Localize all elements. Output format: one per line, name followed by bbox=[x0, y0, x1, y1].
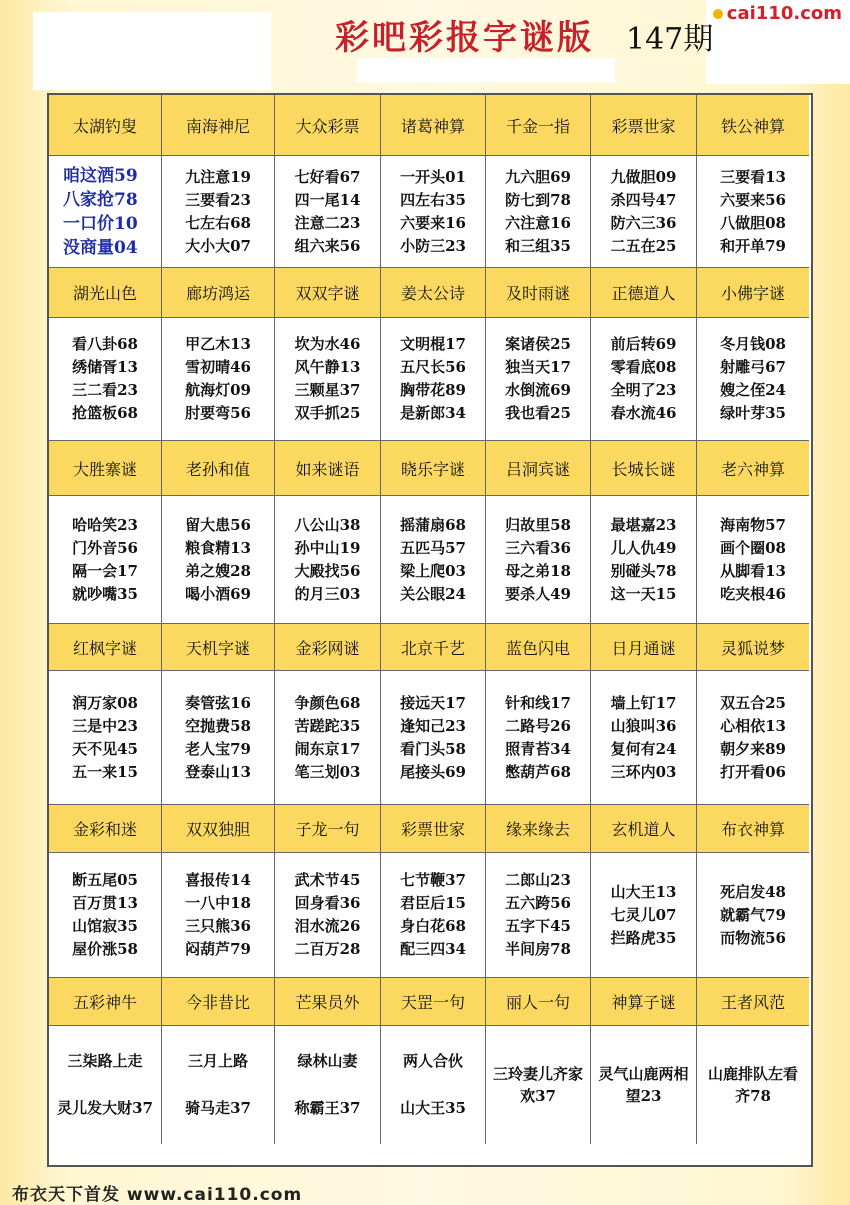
riddle-line: 抢篮板68 bbox=[72, 404, 138, 422]
riddle-cell bbox=[486, 318, 591, 441]
riddle-line: 吃夹根46 bbox=[720, 584, 786, 603]
column-heading: 晓乐字谜 bbox=[381, 441, 486, 496]
riddle-line: 六要来56 bbox=[720, 190, 786, 209]
riddle-cell bbox=[275, 156, 381, 268]
riddle-cell bbox=[591, 1026, 697, 1144]
logo-dot-icon bbox=[713, 9, 723, 19]
riddle-line: 哈哈笑23 bbox=[72, 515, 138, 534]
riddle-line: 肘要弯56 bbox=[185, 404, 251, 422]
riddle-line: 别碰头78 bbox=[610, 561, 677, 580]
riddle-line: 闹东京17 bbox=[294, 739, 361, 758]
column-heading: 灵狐说梦 bbox=[697, 624, 809, 671]
column-heading: 如来谜语 bbox=[275, 441, 381, 496]
column-heading: 千金一指 bbox=[486, 95, 591, 156]
riddle-line: 灵气山鹿两相望23 bbox=[598, 1065, 689, 1105]
riddle-cell bbox=[275, 671, 381, 805]
riddle-line: 九注意19 bbox=[185, 167, 251, 186]
riddle-cell bbox=[162, 156, 275, 268]
riddle-line: 墙上钉17 bbox=[610, 693, 677, 712]
riddle-line: 八家抢78 bbox=[63, 189, 138, 210]
riddle-line: 配三四34 bbox=[400, 940, 466, 958]
riddle-line: 嫂之侄24 bbox=[720, 381, 786, 399]
riddle-line: 坎为水46 bbox=[294, 335, 361, 353]
riddle-line: 复何有24 bbox=[610, 739, 677, 758]
riddle-line: 打开看06 bbox=[720, 762, 786, 781]
riddle-line: 骑马走37 bbox=[185, 1099, 251, 1117]
riddle-line: 三要看23 bbox=[185, 190, 251, 209]
riddle-line: 三月上路 bbox=[187, 1052, 248, 1070]
riddle-line: 春水流46 bbox=[610, 404, 677, 422]
riddle-table bbox=[47, 93, 813, 1167]
riddle-line: 一八中18 bbox=[185, 894, 251, 912]
riddle-cell bbox=[275, 1026, 381, 1144]
riddle-line: 摇蒲扇68 bbox=[400, 515, 466, 534]
riddle-line: 案诸侯25 bbox=[505, 335, 571, 353]
riddle-line: 甲乙木13 bbox=[185, 335, 251, 353]
riddle-line: 拦路虎35 bbox=[610, 928, 677, 947]
riddle-line: 就吵嘴35 bbox=[72, 584, 138, 603]
riddle-line: 二五在25 bbox=[610, 236, 677, 255]
column-heading: 老孙和值 bbox=[162, 441, 275, 496]
riddle-line: 三六看36 bbox=[505, 538, 571, 557]
column-heading: 天罡一句 bbox=[381, 978, 486, 1026]
riddle-line: 武术节45 bbox=[294, 871, 361, 889]
riddle-cell bbox=[49, 496, 162, 624]
riddle-cell bbox=[275, 318, 381, 441]
column-heading: 大众彩票 bbox=[275, 95, 381, 156]
riddle-line: 画个圈08 bbox=[720, 538, 786, 557]
riddle-line: 看八卦68 bbox=[72, 335, 138, 353]
riddle-line: 粮食精13 bbox=[185, 538, 251, 557]
column-heading: 湖光山色 bbox=[49, 268, 162, 318]
column-heading: 姜太公诗 bbox=[381, 268, 486, 318]
page-title: 彩吧彩报字谜版 bbox=[335, 18, 594, 58]
riddle-line: 儿人仇49 bbox=[610, 538, 677, 557]
riddle-cell bbox=[381, 496, 486, 624]
riddle-line: 海南物57 bbox=[720, 515, 786, 534]
riddle-line: 大小大07 bbox=[185, 236, 251, 255]
riddle-line: 死启发48 bbox=[720, 882, 786, 901]
riddle-line: 五匹马57 bbox=[400, 538, 466, 557]
riddle-line: 九做胆09 bbox=[610, 167, 677, 186]
riddle-line: 弟之嫂28 bbox=[185, 561, 251, 580]
column-heading: 铁公神算 bbox=[697, 95, 809, 156]
riddle-line: 两人合伙 bbox=[402, 1052, 463, 1070]
riddle-line: 二路号26 bbox=[505, 716, 571, 735]
column-heading: 正德道人 bbox=[591, 268, 697, 318]
riddle-line: 双五合25 bbox=[720, 693, 786, 712]
riddle-cell bbox=[486, 671, 591, 805]
column-heading: 王者风范 bbox=[697, 978, 809, 1026]
riddle-line: 三环内03 bbox=[610, 762, 677, 781]
riddle-line: 要杀人49 bbox=[505, 584, 571, 603]
riddle-line: 断五尾05 bbox=[72, 871, 138, 889]
column-heading: 南海神尼 bbox=[162, 95, 275, 156]
riddle-line: 小防三23 bbox=[400, 236, 466, 255]
riddle-line: 四一尾14 bbox=[294, 190, 361, 209]
riddle-line: 三二看23 bbox=[72, 381, 138, 399]
riddle-line: 风午静13 bbox=[294, 358, 361, 376]
riddle-line: 这一天15 bbox=[610, 584, 677, 603]
column-heading: 吕洞宾谜 bbox=[486, 441, 591, 496]
riddle-cell bbox=[162, 496, 275, 624]
riddle-cell bbox=[381, 318, 486, 441]
riddle-cell bbox=[591, 853, 697, 978]
riddle-line: 一口价10 bbox=[63, 213, 138, 234]
riddle-line: 组六来56 bbox=[294, 236, 361, 255]
riddle-line: 绿林山妻 bbox=[297, 1052, 358, 1070]
riddle-line: 四左右35 bbox=[400, 190, 466, 209]
riddle-line: 山大王35 bbox=[400, 1099, 466, 1117]
riddle-line: 山馆寂35 bbox=[72, 917, 138, 935]
riddle-cell bbox=[381, 671, 486, 805]
riddle-cell bbox=[49, 853, 162, 978]
riddle-line: 和三组35 bbox=[505, 236, 571, 255]
column-heading: 蓝色闪电 bbox=[486, 624, 591, 671]
column-heading: 金彩网谜 bbox=[275, 624, 381, 671]
riddle-cell bbox=[49, 318, 162, 441]
riddle-line: 三柒路上走 bbox=[67, 1052, 143, 1070]
riddle-line: 五字下45 bbox=[505, 917, 571, 935]
riddle-line: 归故里58 bbox=[505, 515, 571, 534]
riddle-line: 朝夕来89 bbox=[720, 739, 786, 758]
riddle-cell bbox=[697, 318, 809, 441]
riddle-line: 胸带花89 bbox=[400, 381, 466, 399]
riddle-line: 泪水流26 bbox=[294, 917, 361, 935]
riddle-cell bbox=[49, 1026, 162, 1144]
riddle-line: 梁上爬03 bbox=[400, 561, 466, 580]
riddle-line: 孙中山19 bbox=[294, 538, 361, 557]
column-heading: 彩票世家 bbox=[381, 805, 486, 853]
riddle-line: 称霸王37 bbox=[294, 1099, 361, 1117]
riddle-line: 冬月钱08 bbox=[720, 335, 786, 353]
riddle-line: 防七到78 bbox=[505, 190, 571, 209]
column-heading: 天机字谜 bbox=[162, 624, 275, 671]
riddle-line: 而物流56 bbox=[720, 928, 786, 947]
riddle-line: 七灵儿07 bbox=[610, 905, 677, 924]
column-heading: 诸葛神算 bbox=[381, 95, 486, 156]
riddle-line: 五一来15 bbox=[72, 762, 138, 781]
riddle-line: 山鹿排队左看齐78 bbox=[707, 1065, 798, 1105]
riddle-line: 文明棍17 bbox=[400, 335, 466, 353]
riddle-line: 大殿找56 bbox=[294, 561, 361, 580]
riddle-line: 前后转69 bbox=[610, 335, 677, 353]
riddle-line: 九六胆69 bbox=[505, 167, 571, 186]
column-heading: 大胜寨谜 bbox=[49, 441, 162, 496]
site-name: cai110.com bbox=[726, 3, 842, 24]
column-heading: 五彩神牛 bbox=[49, 978, 162, 1026]
riddle-cell bbox=[697, 496, 809, 624]
riddle-line: 老人宝79 bbox=[185, 739, 251, 758]
riddle-line: 屋价涨58 bbox=[72, 940, 138, 958]
riddle-line: 杀四号47 bbox=[610, 190, 677, 209]
riddle-line: 最堪嘉23 bbox=[610, 515, 677, 534]
riddle-cell bbox=[381, 853, 486, 978]
riddle-line: 八公山38 bbox=[294, 515, 361, 534]
riddle-line: 山大王13 bbox=[610, 882, 677, 901]
riddle-line: 三颗星37 bbox=[294, 381, 361, 399]
column-heading: 丽人一句 bbox=[486, 978, 591, 1026]
riddle-cell bbox=[381, 1026, 486, 1144]
column-heading: 玄机道人 bbox=[591, 805, 697, 853]
riddle-line: 灵儿发大财37 bbox=[57, 1099, 153, 1117]
riddle-cell bbox=[591, 318, 697, 441]
riddle-line: 六注意16 bbox=[505, 213, 571, 232]
riddle-line: 射雕弓67 bbox=[720, 358, 786, 376]
riddle-line: 是新郎34 bbox=[400, 404, 466, 422]
riddle-line: 照青苔34 bbox=[505, 739, 571, 758]
riddle-line: 绿叶芽35 bbox=[720, 404, 786, 422]
riddle-cell bbox=[697, 156, 809, 268]
column-heading: 老六神算 bbox=[697, 441, 809, 496]
riddle-line: 身白花68 bbox=[400, 917, 466, 935]
riddle-line: 零看底08 bbox=[610, 358, 677, 376]
riddle-cell bbox=[162, 671, 275, 805]
column-heading: 日月通谜 bbox=[591, 624, 697, 671]
riddle-line: 喜报传14 bbox=[185, 871, 251, 889]
riddle-line: 看门头58 bbox=[400, 739, 466, 758]
riddle-line: 六要来16 bbox=[400, 213, 466, 232]
riddle-cell bbox=[697, 853, 809, 978]
column-heading: 红枫字谜 bbox=[49, 624, 162, 671]
column-heading: 彩票世家 bbox=[591, 95, 697, 156]
riddle-cell bbox=[591, 671, 697, 805]
riddle-line: 君臣后15 bbox=[400, 894, 466, 912]
riddle-cell bbox=[486, 853, 591, 978]
riddle-line: 没商量04 bbox=[63, 237, 138, 258]
column-heading: 北京千艺 bbox=[381, 624, 486, 671]
riddle-line: 雪初晴46 bbox=[185, 358, 251, 376]
column-heading: 神算子谜 bbox=[591, 978, 697, 1026]
riddle-cell bbox=[162, 1026, 275, 1144]
column-heading: 布衣神算 bbox=[697, 805, 809, 853]
riddle-cell bbox=[162, 853, 275, 978]
riddle-cell bbox=[697, 671, 809, 805]
riddle-cell bbox=[486, 496, 591, 624]
riddle-cell bbox=[486, 156, 591, 268]
riddle-line: 五尺长56 bbox=[400, 358, 466, 376]
riddle-line: 航海灯09 bbox=[185, 381, 251, 399]
riddle-line: 母之弟18 bbox=[505, 561, 571, 580]
riddle-line: 七好看67 bbox=[294, 167, 361, 186]
riddle-line: 苦蹉跎35 bbox=[294, 716, 361, 735]
column-heading: 太湖钓叟 bbox=[49, 95, 162, 156]
riddle-line: 空抛费58 bbox=[185, 716, 251, 735]
riddle-line: 七节鞭37 bbox=[400, 871, 466, 889]
riddle-line: 咱这酒59 bbox=[63, 165, 138, 186]
riddle-line: 闷葫芦79 bbox=[185, 940, 251, 958]
column-heading: 今非昔比 bbox=[162, 978, 275, 1026]
column-heading: 廊坊鸿运 bbox=[162, 268, 275, 318]
blank-white-box-middle bbox=[357, 58, 615, 82]
riddle-cell bbox=[381, 156, 486, 268]
riddle-line: 关公眼24 bbox=[400, 584, 466, 603]
column-heading: 双双独胆 bbox=[162, 805, 275, 853]
riddle-line: 隔一会17 bbox=[72, 561, 138, 580]
riddle-line: 润万家08 bbox=[72, 693, 138, 712]
riddle-line: 三要看13 bbox=[720, 167, 786, 186]
column-heading: 子龙一句 bbox=[275, 805, 381, 853]
riddle-line: 一开头01 bbox=[400, 167, 466, 186]
column-heading: 芒果员外 bbox=[275, 978, 381, 1026]
riddle-line: 独当天17 bbox=[505, 358, 571, 376]
riddle-line: 从脚看13 bbox=[720, 561, 786, 580]
riddle-line: 我也看25 bbox=[505, 404, 571, 422]
riddle-line: 登泰山13 bbox=[185, 762, 251, 781]
riddle-cell bbox=[697, 1026, 809, 1144]
riddle-line: 喝小酒69 bbox=[185, 584, 251, 603]
riddle-line: 注意二23 bbox=[294, 213, 361, 232]
riddle-cell bbox=[275, 853, 381, 978]
riddle-line: 回身看36 bbox=[294, 894, 361, 912]
riddle-cell bbox=[591, 156, 697, 268]
riddle-cell bbox=[591, 496, 697, 624]
column-heading: 小佛字谜 bbox=[697, 268, 809, 318]
riddle-line: 憋葫芦68 bbox=[505, 762, 571, 781]
column-heading: 金彩和迷 bbox=[49, 805, 162, 853]
riddle-line: 二百万28 bbox=[294, 940, 361, 958]
riddle-line: 水倒流69 bbox=[505, 381, 571, 399]
riddle-cell bbox=[486, 1026, 591, 1144]
riddle-line: 留大患56 bbox=[185, 515, 251, 534]
riddle-line: 七左右68 bbox=[185, 213, 251, 232]
riddle-line: 奏管弦16 bbox=[185, 693, 251, 712]
riddle-line: 双手抓25 bbox=[294, 404, 361, 422]
riddle-line: 争颜色68 bbox=[294, 693, 361, 712]
riddle-line: 全明了23 bbox=[610, 381, 677, 399]
riddle-line: 三玲妻儿齐家欢37 bbox=[492, 1065, 583, 1105]
riddle-line: 笔三划03 bbox=[294, 762, 361, 781]
riddle-line: 半间房78 bbox=[505, 940, 571, 958]
riddle-line: 和开单79 bbox=[720, 236, 786, 255]
column-heading: 及时雨谜 bbox=[486, 268, 591, 318]
riddle-cell bbox=[49, 671, 162, 805]
riddle-line: 绣储胥13 bbox=[72, 358, 138, 376]
issue-number: 147期 bbox=[626, 22, 714, 57]
column-heading: 双双字谜 bbox=[275, 268, 381, 318]
riddle-line: 尾接头69 bbox=[400, 762, 466, 781]
riddle-line: 三只熊36 bbox=[185, 917, 251, 935]
column-heading: 缘来缘去 bbox=[486, 805, 591, 853]
riddle-line: 接远天17 bbox=[400, 693, 466, 712]
site-logo[interactable] bbox=[713, 3, 842, 24]
riddle-line: 就霸气79 bbox=[720, 905, 786, 924]
riddle-line: 山狼叫36 bbox=[610, 716, 677, 735]
riddle-line: 五六跨56 bbox=[505, 894, 571, 912]
riddle-line: 的月三03 bbox=[294, 584, 361, 603]
riddle-line: 八做胆08 bbox=[720, 213, 786, 232]
riddle-line: 逢知己23 bbox=[400, 716, 466, 735]
riddle-line: 三是中23 bbox=[72, 716, 138, 735]
footer-credit: 布衣天下首发 www.cai110.com bbox=[12, 1185, 303, 1205]
riddle-cell bbox=[162, 318, 275, 441]
riddle-line: 防六三36 bbox=[610, 213, 677, 232]
riddle-cell bbox=[275, 496, 381, 624]
riddle-cell bbox=[49, 156, 162, 268]
column-heading: 长城长谜 bbox=[591, 441, 697, 496]
riddle-line: 心相依13 bbox=[720, 716, 786, 735]
blank-white-box-left bbox=[33, 12, 271, 90]
riddle-line: 二郎山23 bbox=[505, 871, 571, 889]
riddle-line: 门外音56 bbox=[72, 538, 138, 557]
riddle-line: 针和线17 bbox=[505, 693, 571, 712]
riddle-line: 百万贯13 bbox=[72, 894, 138, 912]
riddle-line: 天不见45 bbox=[72, 739, 138, 758]
